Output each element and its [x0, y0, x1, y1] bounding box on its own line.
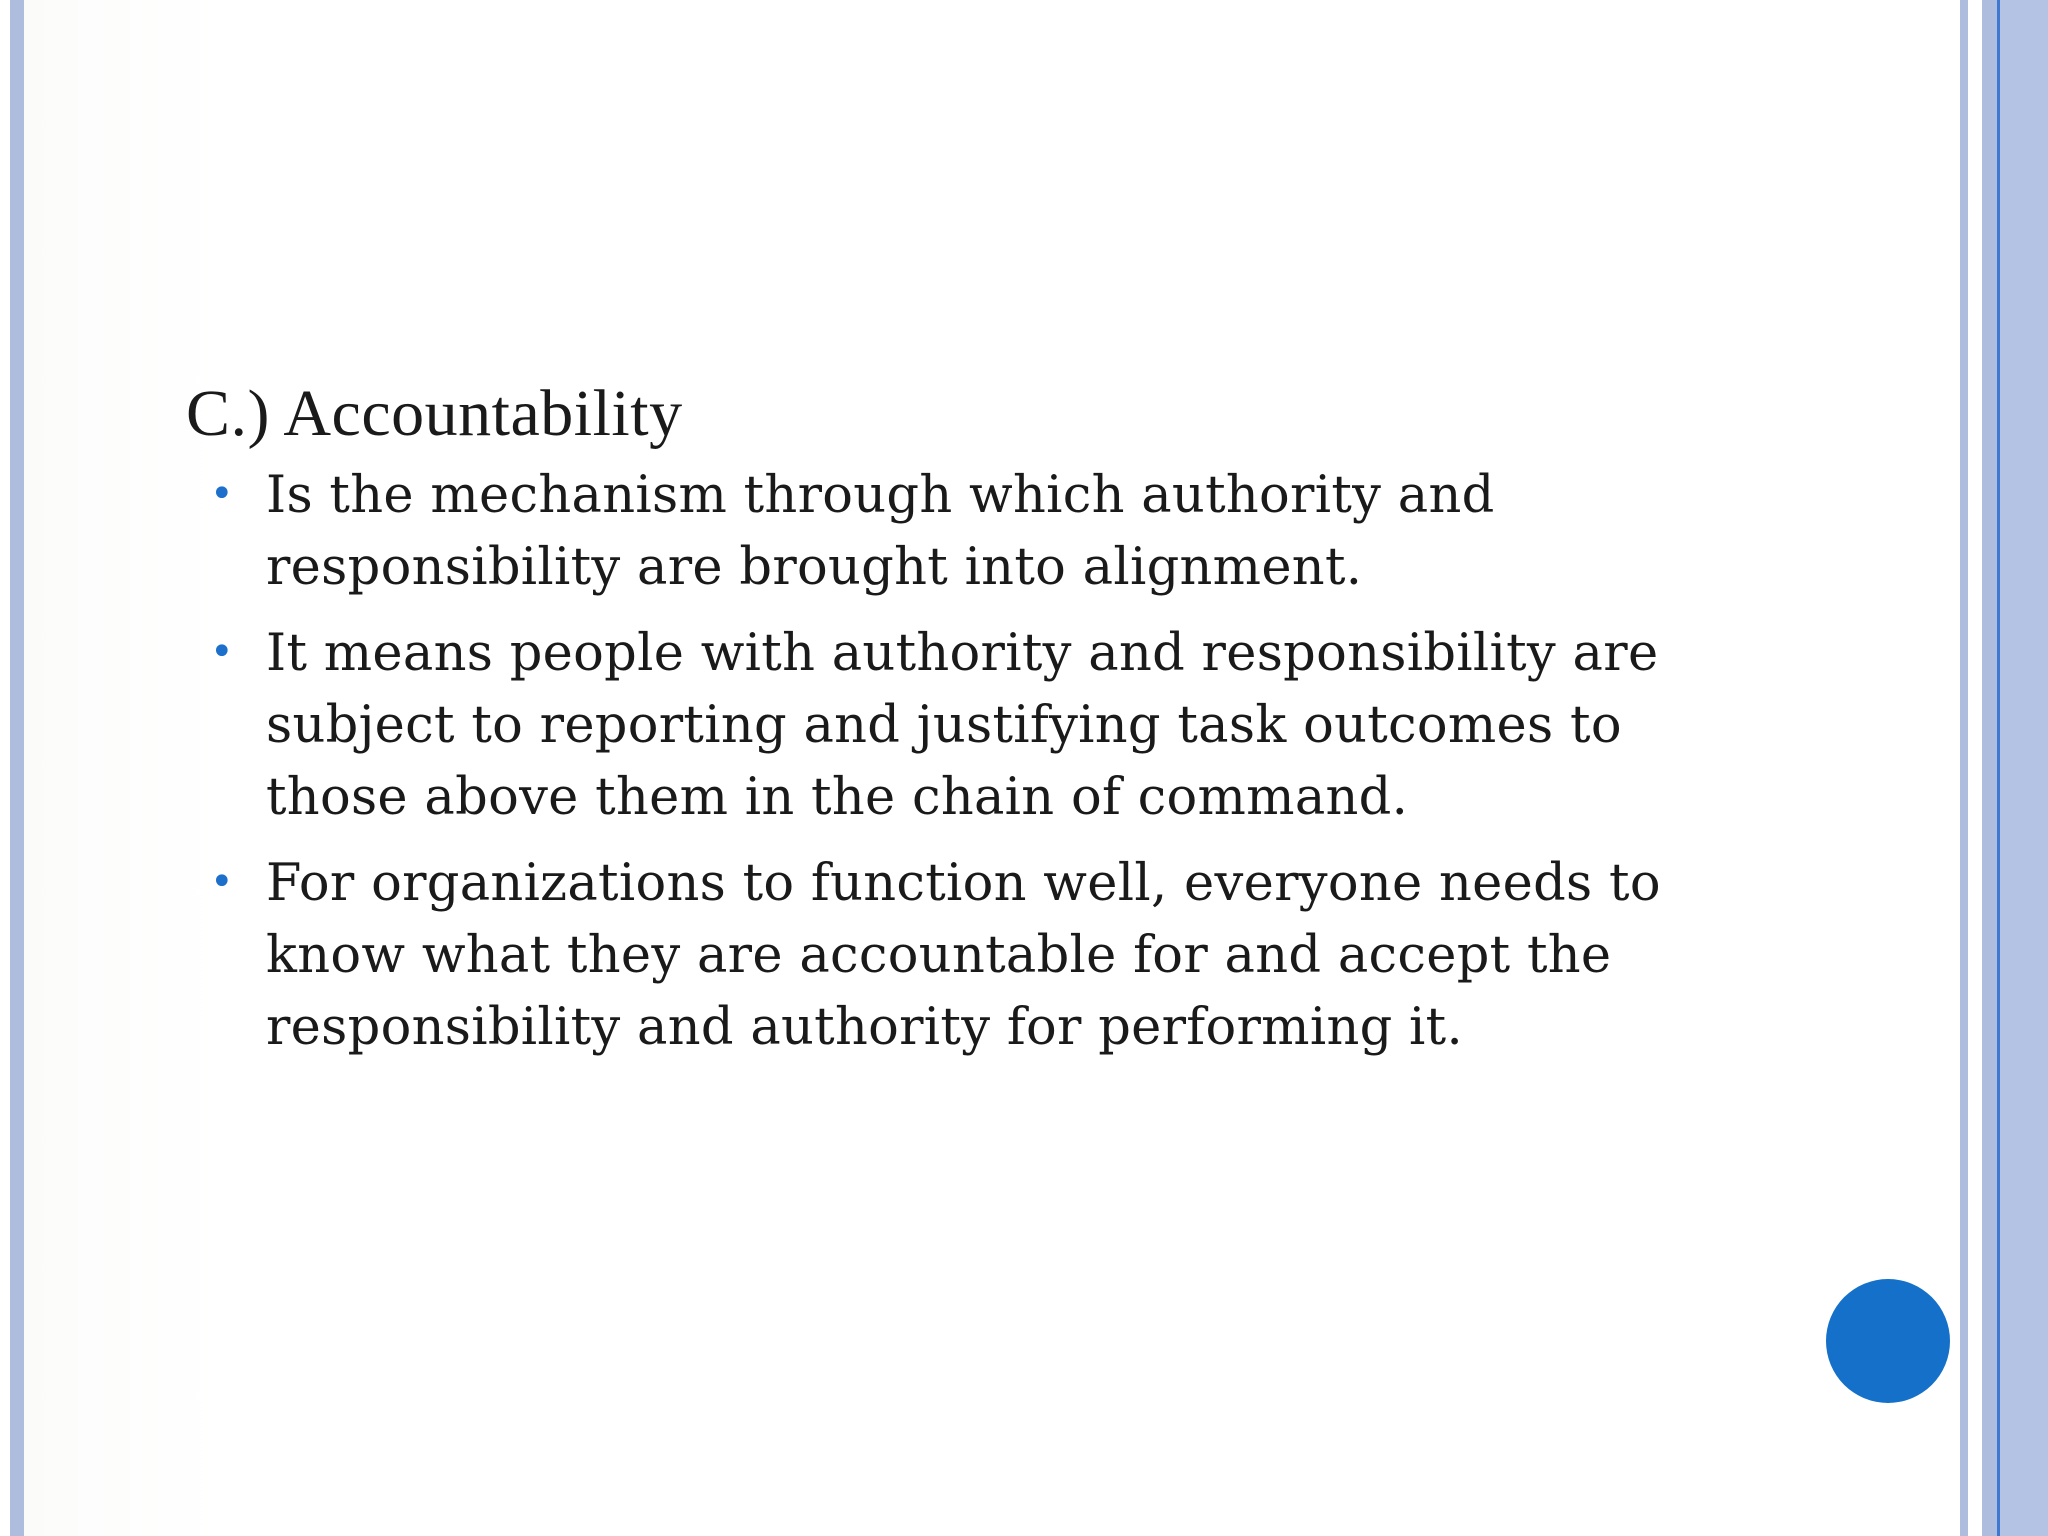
- bullet-text: For organizations to function well, everyone needs to know what they are accountable for and accept the responsibility and authority for performing it.: [266, 854, 1661, 1057]
- bullet-item: [186, 460, 1766, 604]
- bullet-text: It means people with authority and responsibility are subject to reporting and justifying task outcomes to those above them in the chain of command.: [266, 624, 1659, 827]
- bullet-text: Is the mechanism through which authority and responsibility are brought into alignment.: [266, 466, 1495, 597]
- bullet-dot-icon: •: [210, 629, 234, 675]
- right-border-line: [1997, 0, 2000, 1536]
- right-border-stripe-thin: [1960, 0, 1968, 1536]
- bullet-item: [186, 848, 1766, 1064]
- bullet-dot-icon: •: [210, 471, 234, 517]
- decorative-circle-icon: [1826, 1279, 1950, 1403]
- left-border-stripe: [10, 0, 24, 1536]
- bullet-dot-icon: •: [210, 859, 234, 905]
- slide-heading: C.) Accountability: [186, 377, 683, 450]
- bullet-item: [186, 618, 1766, 834]
- bullet-list: [186, 460, 1766, 1064]
- right-border-stripe-inner: [2000, 0, 2048, 1536]
- slide-content: [186, 372, 1766, 1078]
